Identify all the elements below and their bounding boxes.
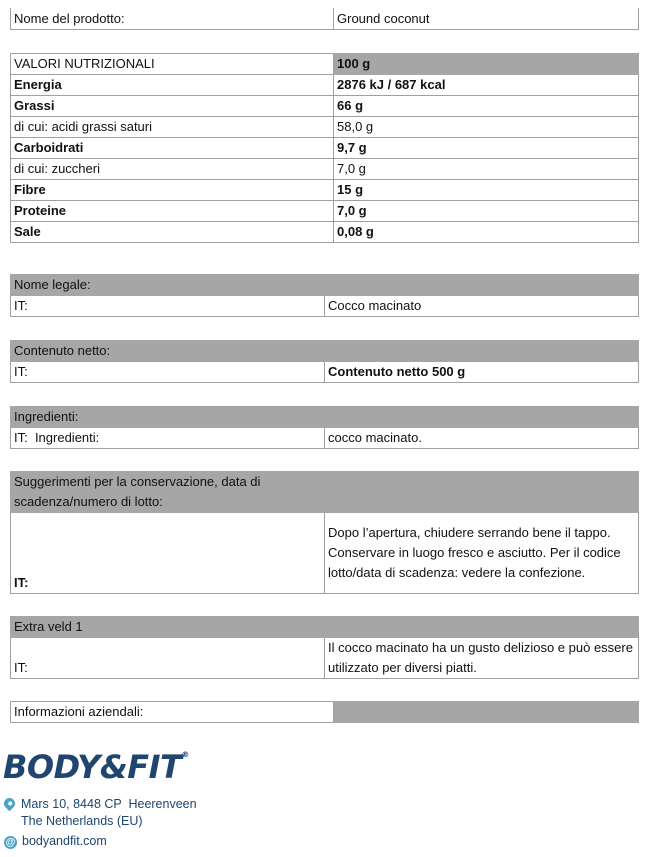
nutrition-table <box>10 53 639 243</box>
ingredients-table <box>10 406 639 449</box>
net-content-row <box>11 362 639 383</box>
address-line1 <box>4 797 197 811</box>
nutrition-header-value: 100 g <box>334 54 639 75</box>
nutrition-row <box>11 138 639 159</box>
nutrition-label: di cui: zuccheri <box>11 159 334 180</box>
net-content-lang: IT: <box>11 362 325 383</box>
nutrition-value: 7,0 g <box>334 159 639 180</box>
company-value-empty <box>334 702 639 723</box>
nutrition-value: 7,0 g <box>334 201 639 222</box>
storage-row <box>11 513 639 594</box>
legal-name-value: Cocco macinato <box>325 296 639 317</box>
nutrition-value: 2876 kJ / 687 kcal <box>334 75 639 96</box>
extra-row <box>11 638 639 679</box>
extra-table <box>10 616 639 679</box>
website-link[interactable]: bodyandfit.com <box>22 834 107 848</box>
nutrition-value: 0,08 g <box>334 222 639 243</box>
nutrition-value: 9,7 g <box>334 138 639 159</box>
legal-name-table <box>10 274 639 317</box>
company-label: Informazioni aziendali: <box>11 702 334 723</box>
net-content-header-row <box>11 341 639 362</box>
storage-header-row <box>11 472 639 513</box>
extra-header-row <box>11 617 639 638</box>
nutrition-label: Carboidrati <box>11 138 334 159</box>
ingredients-value: cocco macinato. <box>325 428 639 449</box>
nutrition-row <box>11 159 639 180</box>
legal-name-lang: IT: <box>11 296 325 317</box>
nutrition-value: 66 g <box>334 96 639 117</box>
storage-header-line1: Suggerimenti per la conservazione, data di <box>14 474 261 489</box>
nutrition-header-label: VALORI NUTRIZIONALI <box>11 54 334 75</box>
nutrition-label: Energia <box>11 75 334 96</box>
company-table <box>10 701 639 723</box>
storage-lang: IT: <box>11 513 325 594</box>
product-value: Ground coconut <box>334 8 639 30</box>
storage-value: Dopo l’apertura, chiudere serrando bene il tappo. Conservare in luogo fresco e asciutto. Per il codice lotto/data di scadenza: vedere la confezione. <box>325 513 639 594</box>
address-line2: The Netherlands (EU) <box>21 814 143 828</box>
ingredients-lang: IT: Ingredienti: <box>11 428 325 449</box>
legal-name-header-row <box>11 275 639 296</box>
ingredients-header-row <box>11 407 639 428</box>
extra-header: Extra veld 1 <box>11 617 639 638</box>
address-line1-text: Mars 10, 8448 CP Heerenveen <box>21 797 197 811</box>
nutrition-row <box>11 75 639 96</box>
brand-logo <box>3 748 189 786</box>
storage-header-line2: scadenza/numero di lotto: <box>14 494 163 509</box>
ingredients-header: Ingredienti: <box>11 407 639 428</box>
product-row <box>11 8 639 30</box>
legal-name-row <box>11 296 639 317</box>
company-row <box>11 702 639 723</box>
nutrition-label: Sale <box>11 222 334 243</box>
product-table <box>10 8 639 30</box>
storage-table <box>10 471 639 594</box>
website-line <box>4 834 107 849</box>
nutrition-header-row <box>11 54 639 75</box>
ingredients-row <box>11 428 639 449</box>
nutrition-value: 58,0 g <box>334 117 639 138</box>
net-content-header: Contenuto netto: <box>11 341 639 362</box>
nutrition-label: Grassi <box>11 96 334 117</box>
nutrition-label: Proteine <box>11 201 334 222</box>
logo-registered-mark: ® <box>181 750 189 759</box>
product-label: Nome del prodotto: <box>11 8 334 30</box>
nutrition-row <box>11 222 639 243</box>
nutrition-value: 15 g <box>334 180 639 201</box>
nutrition-label: Fibre <box>11 180 334 201</box>
nutrition-row <box>11 117 639 138</box>
storage-header <box>11 472 639 513</box>
nutrition-row <box>11 180 639 201</box>
net-content-table <box>10 340 639 383</box>
logo-text: BODY&FIT <box>3 748 182 786</box>
extra-value: Il cocco macinato ha un gusto delizioso e può essere utilizzato per diversi piatti. <box>325 638 639 679</box>
legal-name-header: Nome legale: <box>11 275 639 296</box>
nutrition-row <box>11 201 639 222</box>
at-sign-icon: @ <box>5 837 16 848</box>
map-pin-icon <box>2 796 18 812</box>
extra-lang: IT: <box>11 638 325 679</box>
nutrition-row <box>11 96 639 117</box>
nutrition-label: di cui: acidi grassi saturi <box>11 117 334 138</box>
net-content-value: Contenuto netto 500 g <box>325 362 639 383</box>
